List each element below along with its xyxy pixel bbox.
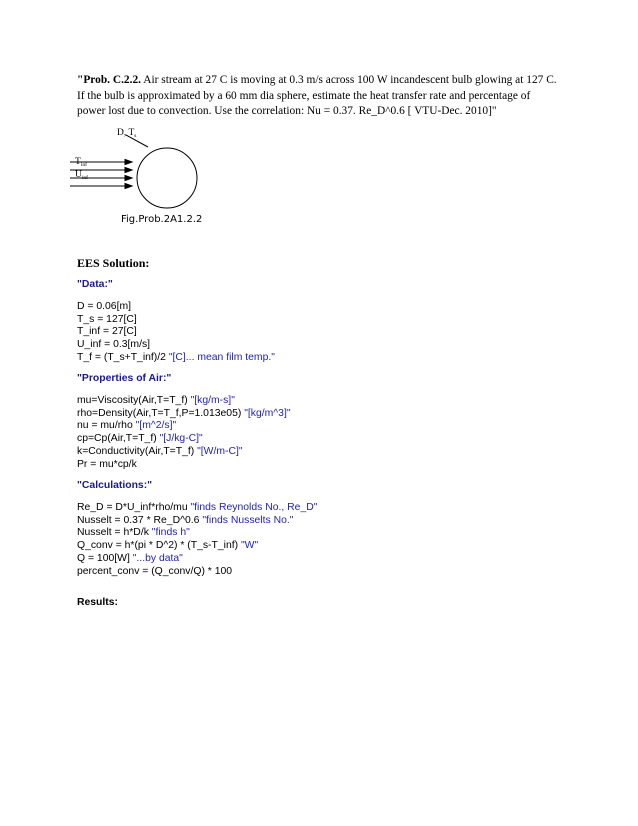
code-line: Re_D = D*U_inf*rho/mu "finds Reynolds No., Re_D" (77, 501, 318, 513)
calculations-header: "Calculations:" (77, 480, 153, 491)
code-comment: "[kg/m^3]" (244, 407, 291, 419)
code-line: Nusselt = h*D/k "finds h" (77, 527, 190, 539)
code-comment: "[J/kg-C]" (159, 433, 203, 445)
ees-solution-heading: EES Solution: (77, 256, 150, 270)
problem-statement (77, 73, 557, 120)
code-comment: "[C]... mean film temp." (168, 351, 275, 363)
code-line: T_s = 127[C] (77, 313, 137, 325)
sphere-circle (137, 148, 197, 208)
code-line: Pr = mu*cp/k (77, 458, 137, 470)
code-line: Q_conv = h*(pi * D^2) * (T_s-T_inf) "W" (77, 540, 259, 552)
code-comment: "finds Nusselts No." (202, 514, 294, 526)
properties-section (77, 373, 577, 472)
velocity-label: $U_{inf}$ (75, 170, 88, 181)
code-comment: "...by data" (132, 552, 183, 564)
code-line: D = 0.06[m] (77, 300, 131, 312)
code-line: Q = 100[W] "...by data" (77, 552, 183, 564)
code-line: T_inf = 27[C] (77, 326, 137, 338)
code-comment: "W" (240, 540, 259, 552)
code-line: nu = mu/rho "[m^2/s]" (77, 420, 177, 432)
problem-title: "Prob. C.2.2. (77, 74, 142, 86)
code-line: T_f = (T_s+T_inf)/2 "[C]... mean film temp." (77, 351, 275, 363)
calculations-section (77, 480, 577, 579)
code-line: cp=Cp(Air,T=T_f) "[J/kg-C]" (77, 433, 203, 445)
sphere-label: D, $T_s$ (117, 128, 137, 139)
code-line: k=Conductivity(Air,T=T_f) "[W/m-C]" (77, 445, 243, 457)
code-comment: "[kg/m-s]" (190, 394, 235, 406)
properties-header: "Properties of Air:" (77, 373, 172, 384)
code-line: percent_conv = (Q_conv/Q) * 100 (77, 565, 233, 577)
data-header: "Data:" (77, 279, 113, 290)
code-comment: "finds Reynolds No., Re_D" (190, 501, 318, 513)
sphere-diagram (70, 124, 270, 214)
code-comment: "[m^2/s]" (135, 420, 177, 432)
code-comment: "[W/m-C]" (197, 445, 243, 457)
figure-caption: Fig.Prob.2A1.2.2 (121, 214, 203, 225)
results-heading: Results: (77, 597, 118, 608)
code-line: Nusselt = 0.37 * Re_D^0.6 "finds Nusselts No." (77, 514, 294, 526)
temp-label: $T_{inf}$ (75, 157, 87, 168)
problem-body: Air stream at 27 C is moving at 0.3 m/s across 100 W incandescent bulb glowing at 127 C. If the bulb is approximated by a 60 mm dia sphere, estimate the heat transfer rate and percentage of power lost due to convection. Use the correlation: Nu = 0.37. Re_D^0.6 [ VTU-Dec. 2010]" (77, 74, 557, 117)
code-line: rho=Density(Air,T=T_f,P=1.013e05) "[kg/m^3]" (77, 407, 291, 419)
code-line: U_inf = 0.3[m/s] (77, 339, 151, 351)
code-comment: "finds h" (151, 527, 190, 539)
data-section (77, 279, 577, 365)
code-line: mu=Viscosity(Air,T=T_f) "[kg/m-s]" (77, 394, 235, 406)
